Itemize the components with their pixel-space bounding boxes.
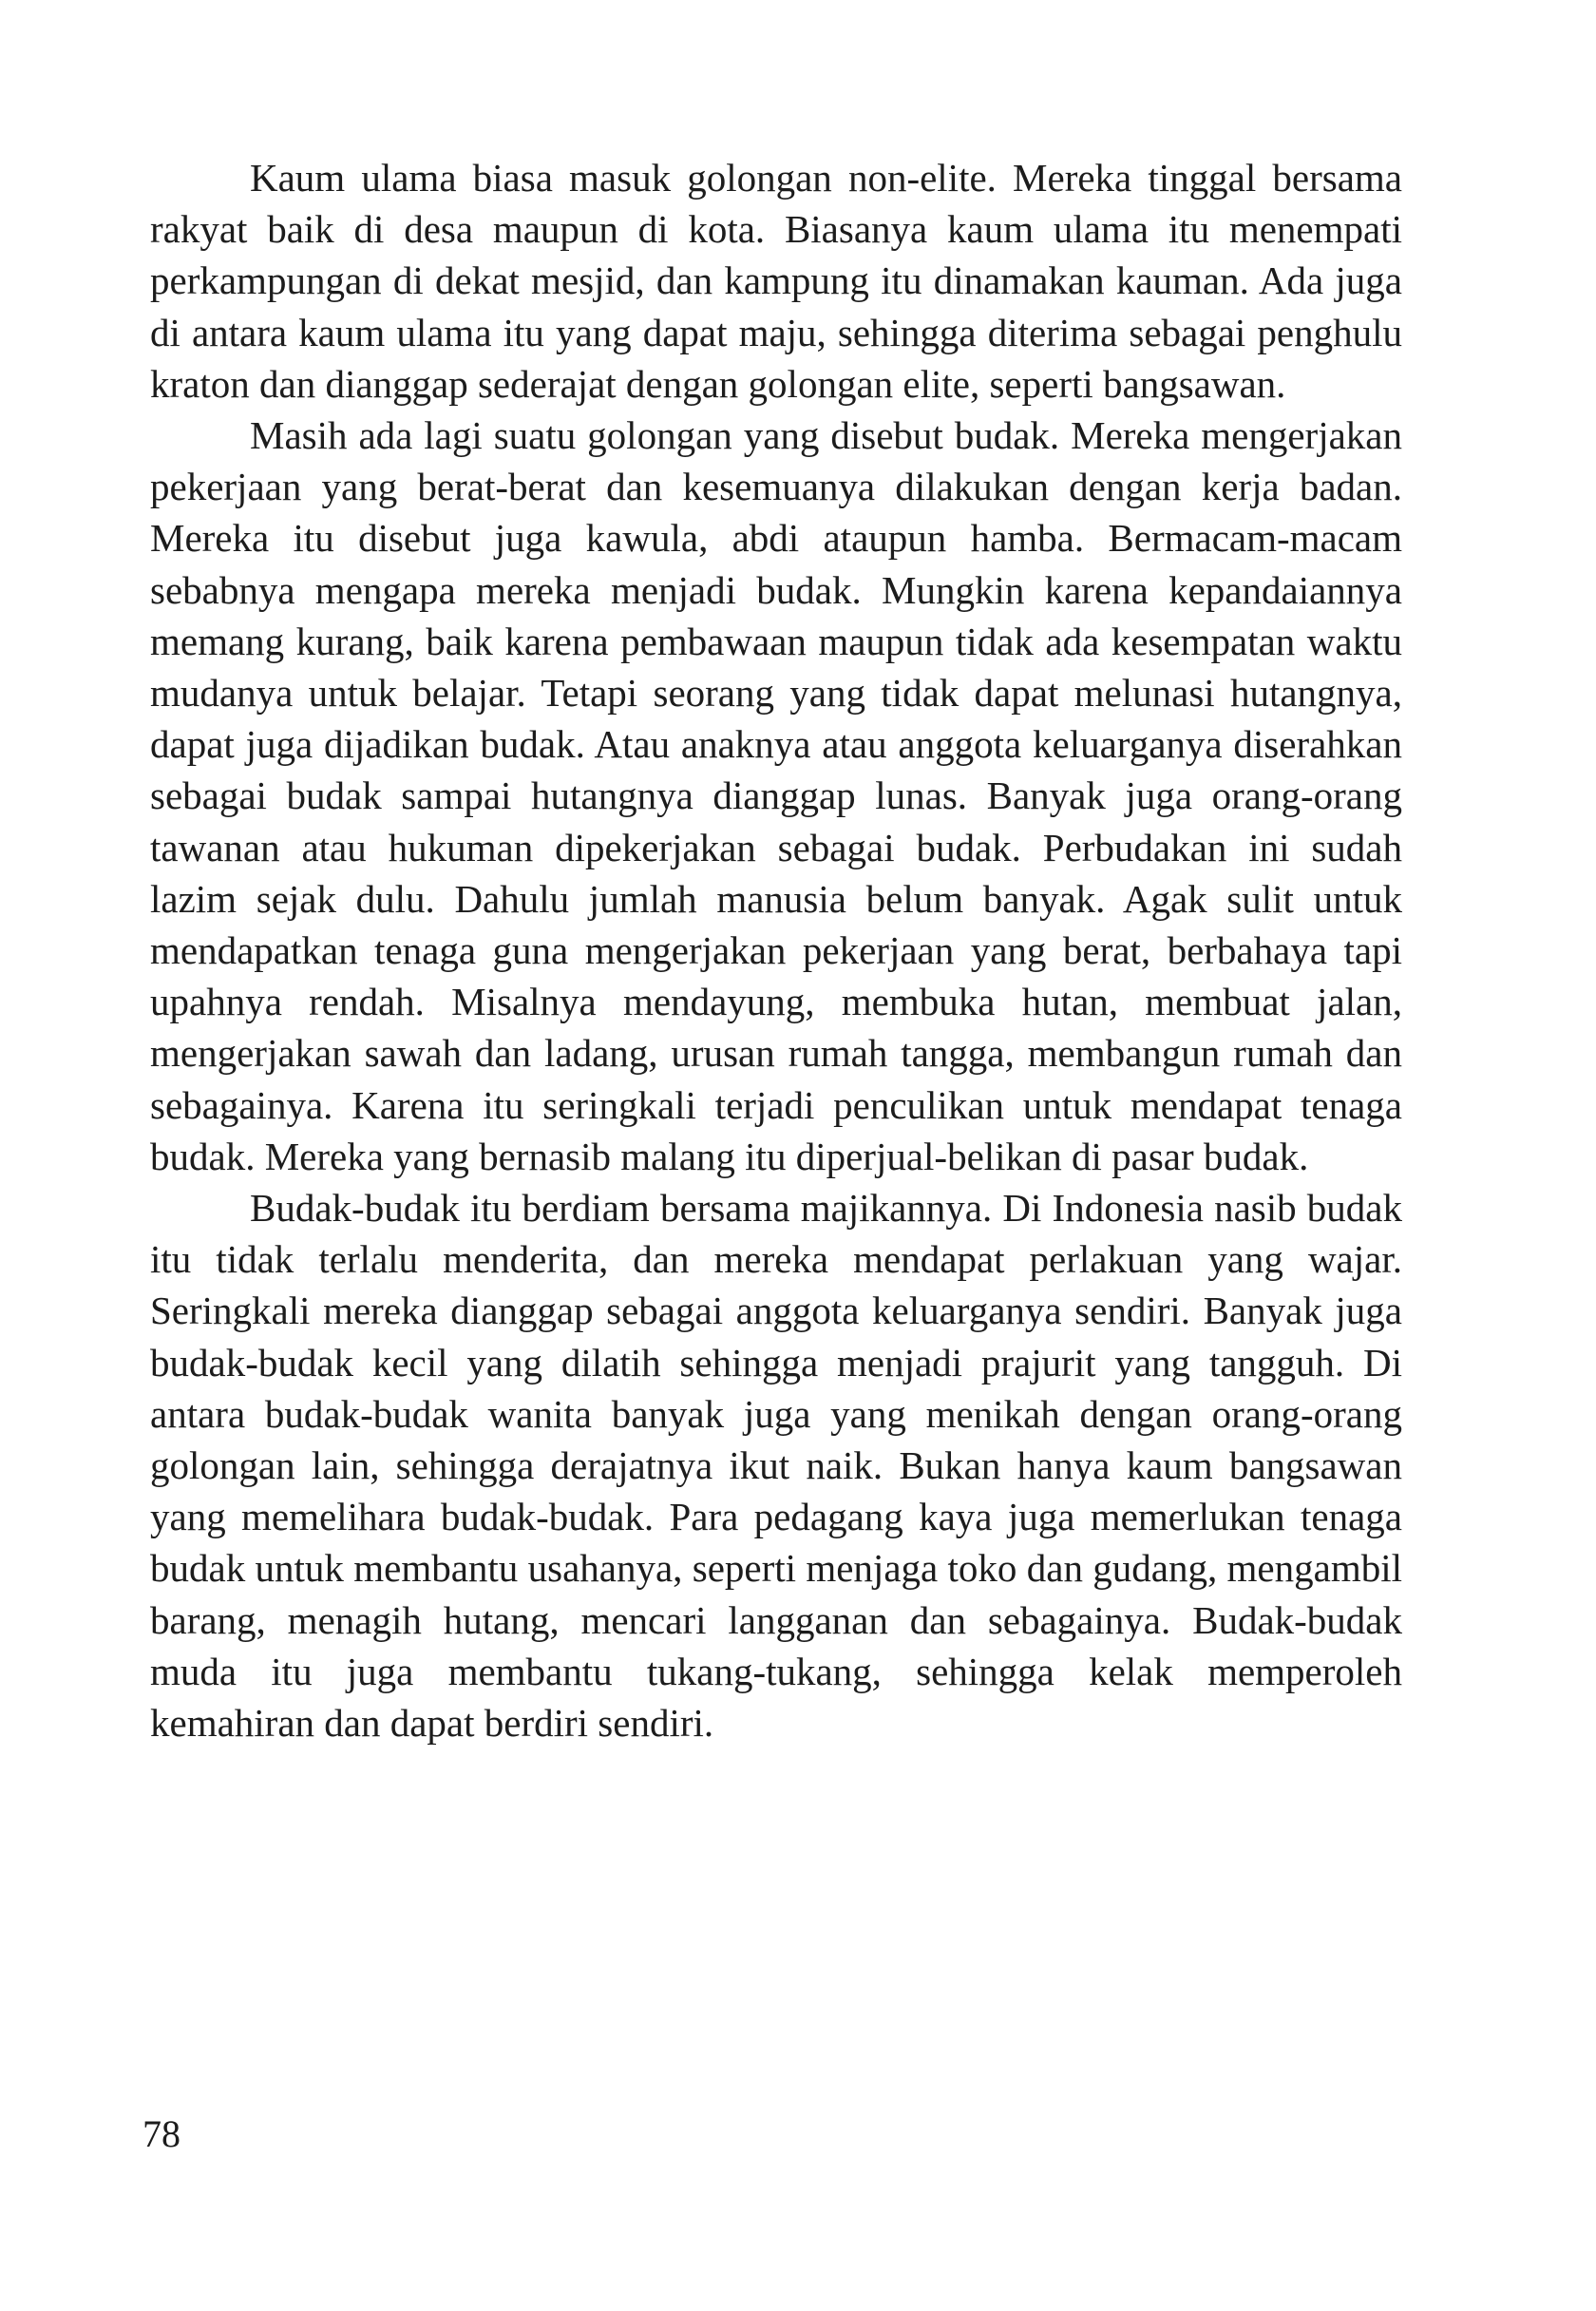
page-number: 78 — [142, 2112, 180, 2155]
paragraph-ulama: Kaum ulama biasa masuk golongan non-elite. Mereka tinggal bersama rakyat baik di desa maupun di kota. Biasanya kaum ulama itu menempati perkampungan di dekat mesjid, dan kampung itu dinamakan kauman. Ada juga di antara kaum ulama itu yang dapat maju, sehingga diterima sebagai penghulu kraton dan dianggap sederajat dengan golongan elite, seperti bangsawan. — [150, 156, 1402, 406]
body-text — [150, 152, 1402, 1748]
paragraph-budak: Masih ada lagi suatu golongan yang disebut budak. Mereka mengerjakan pekerjaan yang berat-berat dan kesemuanya dilakukan dengan kerja badan. Mereka itu disebut juga kawula, abdi ataupun hamba. Bermacam-macam sebabnya mengapa mereka menjadi budak. Mungkin karena kepandaiannya memang kurang, baik karena pembawaan maupun tidak ada kesempatan waktu mudanya untuk belajar. Tetapi seorang yang tidak dapat melunasi hutangnya, dapat juga dijadikan budak. Atau anaknya atau anggota keluarganya diserahkan sebagai budak sampai hutangnya dianggap lunas. Banyak juga orang-orang tawanan atau hukuman dipekerjakan sebagai budak. Perbudakan ini sudah lazim sejak dulu. Dahulu jumlah manusia belum banyak. Agak sulit untuk mendapatkan tenaga guna mengerjakan pekerjaan yang berat, berbahaya tapi upahnya rendah. Misalnya mendayung, membuka hutan, membuat jalan, mengerjakan sawah dan ladang, urusan rumah tangga, membangun rumah dan sebagainya. Karena itu seringkali terjadi penculikan untuk mendapat tenaga budak. Mereka yang bernasib malang itu diperjual-belikan di pasar budak. — [150, 413, 1402, 1178]
paragraph-majikan: Budak-budak itu berdiam bersama majikannya. Di Indonesia nasib budak itu tidak terlalu menderita, dan mereka mendapat perlakuan yang wajar. Seringkali mereka dianggap sebagai anggota keluarganya sendiri. Banyak juga budak-budak kecil yang dilatih sehingga menjadi prajurit yang tangguh. Di antara budak-budak wanita banyak juga yang menikah dengan orang-orang golongan lain, sehingga derajatnya ikut naik. Bukan hanya kaum bangsawan yang memelihara budak-budak. Para pedagang kaya juga memerlukan tenaga budak untuk membantu usahanya, seperti menjaga toko dan gudang, mengambil barang, menagih hutang, mencari langganan dan sebagainya. Budak-budak muda itu juga membantu tukang-tukang, sehingga kelak memperoleh kemahiran dan dapat berdiri sendiri. — [150, 1186, 1402, 1746]
